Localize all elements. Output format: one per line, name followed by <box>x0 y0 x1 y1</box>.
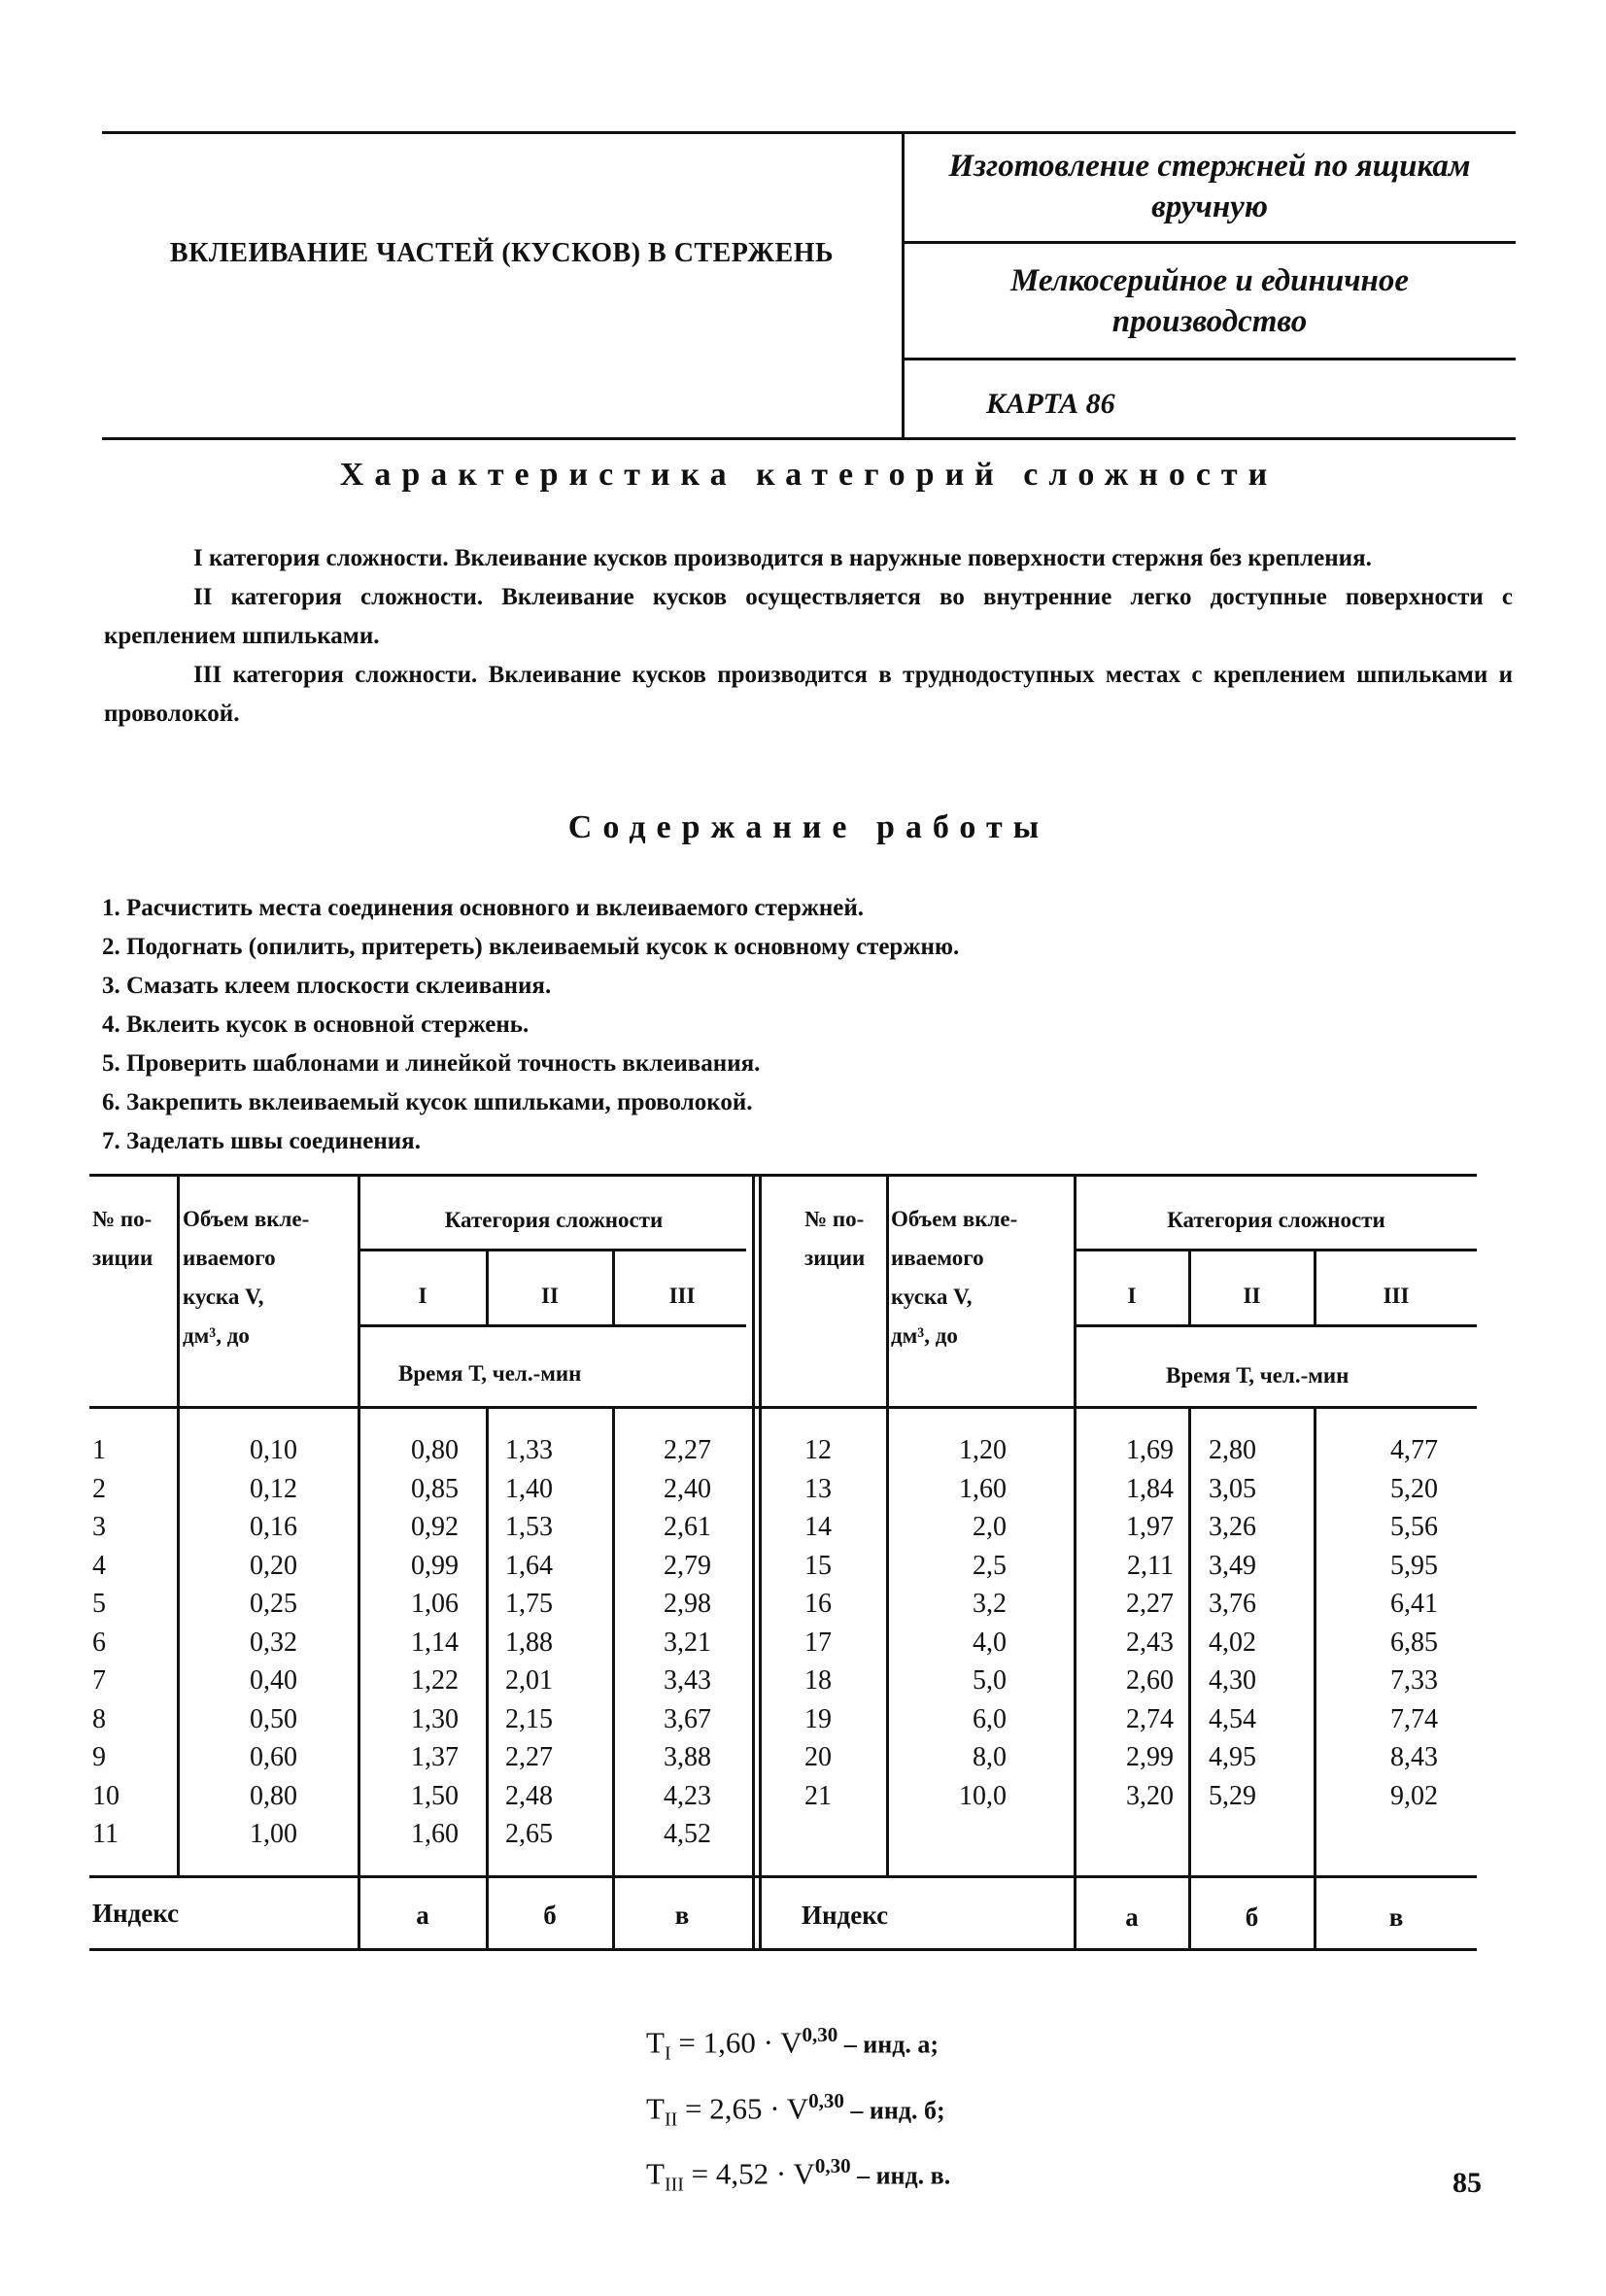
table-cell: 1,20 <box>959 1435 1007 1465</box>
table-cell: 1,50 <box>411 1780 459 1811</box>
table-cell: 1,33 <box>505 1435 553 1465</box>
page-title: ВКЛЕИВАНИЕ ЧАСТЕЙ (КУСКОВ) В СТЕРЖЕНЬ <box>169 238 835 268</box>
table-cell: 0,16 <box>250 1512 297 1542</box>
left-col-time-I <box>361 1431 459 1854</box>
card-number: КАРТА 86 <box>986 388 1115 420</box>
table-cell: 3,05 <box>1209 1473 1256 1504</box>
table-cell: 3,43 <box>664 1665 711 1696</box>
col-header-position-right: № по- зиции <box>804 1207 866 1270</box>
table-cell: 0,20 <box>250 1550 297 1581</box>
table-cell: 8,43 <box>1390 1742 1438 1772</box>
table-cell: 13 <box>804 1473 832 1504</box>
table-cell: 2,65 <box>505 1819 553 1849</box>
table-cell: 8,0 <box>973 1742 1007 1772</box>
index-c-left: в <box>674 1901 690 1930</box>
table-cell: 15 <box>804 1550 832 1581</box>
table-cell: 1,22 <box>411 1665 459 1696</box>
production-line-2: производство <box>1111 304 1308 339</box>
complexity-heading: Характеристика категорий сложности <box>339 457 1279 493</box>
table-cell: 1,64 <box>505 1550 553 1581</box>
table-cell: 2,5 <box>973 1550 1007 1581</box>
table-cell: 18 <box>804 1665 832 1696</box>
table-cell: 0,99 <box>411 1550 459 1581</box>
table-cell: 4,95 <box>1209 1742 1256 1772</box>
table-cell: 2,0 <box>973 1512 1007 1542</box>
table-cell: 5,95 <box>1390 1550 1438 1581</box>
table-cell: 1,69 <box>1126 1435 1174 1465</box>
table-cell: 0,12 <box>250 1473 297 1504</box>
table-cell: 0,40 <box>250 1665 297 1696</box>
left-col-time-II <box>505 1431 602 1854</box>
formula-III: $T_{III} = 4,52 \cdot V^{0,30}$ – инд. в. <box>646 2154 951 2196</box>
table-cell: 1,60 <box>959 1473 1007 1504</box>
table-cell: 19 <box>804 1703 832 1734</box>
table-cell: 6,0 <box>973 1703 1007 1734</box>
table-cell: 0,92 <box>411 1512 459 1542</box>
work-step: 6. Закрепить вклеиваемый кусок шпильками, проволокой. <box>102 1089 753 1115</box>
table-cell: 3,2 <box>973 1589 1007 1619</box>
production-type <box>904 260 1516 342</box>
table-cell: 4,02 <box>1209 1627 1256 1658</box>
table-cell: 2,11 <box>1127 1550 1174 1581</box>
table-cell: 10 <box>92 1780 120 1811</box>
table-cell: 4,52 <box>664 1819 711 1849</box>
table-cell: 1,75 <box>505 1589 553 1619</box>
table-cell: 5,29 <box>1209 1780 1256 1811</box>
table-cell: 2,79 <box>664 1550 711 1581</box>
table-cell: 0,80 <box>411 1435 459 1465</box>
table-cell: 3,67 <box>664 1703 711 1734</box>
table-cell: 2,01 <box>505 1665 553 1696</box>
work-step: 5. Проверить шаблонами и линейкой точность вклеивания. <box>102 1050 761 1077</box>
table-cell: 3,49 <box>1209 1550 1256 1581</box>
col-header-cat-I-right: I <box>1127 1284 1137 1308</box>
table-cell: 20 <box>804 1742 832 1772</box>
work-step: 4. Вклеить кусок в основной стержень. <box>102 1011 530 1038</box>
table-cell: 2,43 <box>1126 1627 1174 1658</box>
table-cell: 0,25 <box>250 1589 297 1619</box>
table-cell: 6,41 <box>1390 1589 1438 1619</box>
process-line-2: вручную <box>1151 189 1268 224</box>
table-cell: 7,74 <box>1390 1703 1438 1734</box>
table-cell: 3,20 <box>1126 1780 1174 1811</box>
table-cell: 1,60 <box>411 1819 459 1849</box>
table-cell: 2,60 <box>1126 1665 1174 1696</box>
col-header-volume: Объем вкле- иваемого куска V, дм³, до <box>183 1207 310 1348</box>
table-cell: 4,23 <box>664 1780 711 1811</box>
table-cell: 16 <box>804 1589 832 1619</box>
table-cell: 1 <box>92 1435 106 1465</box>
col-header-position: № по- зиции <box>92 1207 154 1270</box>
col-header-cat-II-right: II <box>1243 1284 1261 1308</box>
table-cell: 4,0 <box>973 1627 1007 1658</box>
table-cell: 1,97 <box>1126 1512 1174 1542</box>
table-cell: 7 <box>92 1665 106 1696</box>
table-cell: 0,60 <box>250 1742 297 1772</box>
table-cell: 2,40 <box>664 1473 711 1504</box>
process-title <box>904 146 1516 227</box>
complexity-cat-3: III категория сложности. Вклеивание кусков производится в труднодоступных местах с креплением шпильками и проволокой. <box>104 662 1513 727</box>
index-label-right: Индекс <box>802 1901 889 1930</box>
formula-I: $T_I = 1,60 \cdot V^{0,30}$ – инд. а; <box>646 2023 940 2065</box>
table-cell: 9,02 <box>1390 1780 1438 1811</box>
left-col-time-III <box>614 1431 711 1854</box>
table-cell: 0,50 <box>250 1703 297 1734</box>
table-cell: 2,48 <box>505 1780 553 1811</box>
table-cell: 1,40 <box>505 1473 553 1504</box>
table-cell: 1,37 <box>411 1742 459 1772</box>
table-cell: 5 <box>92 1589 106 1619</box>
col-header-cat-III-right: III <box>1383 1284 1410 1308</box>
col-header-cat-III: III <box>668 1284 696 1308</box>
index-b-right: б <box>1245 1902 1259 1932</box>
table-cell: 6 <box>92 1627 106 1658</box>
table-cell: 21 <box>804 1780 832 1811</box>
formula-II: $T_{II} = 2,65 \cdot V^{0,30}$ – инд. б; <box>646 2088 945 2131</box>
table-cell: 2 <box>92 1473 106 1504</box>
table-cell: 9 <box>92 1742 106 1772</box>
col-header-time: Время Т, чел.-мин <box>398 1361 582 1386</box>
table-cell: 1,84 <box>1126 1473 1174 1504</box>
table-cell: 1,00 <box>250 1819 297 1849</box>
table-cell: 14 <box>804 1512 832 1542</box>
table-cell: 1,88 <box>505 1627 553 1658</box>
table-cell: 8 <box>92 1703 106 1734</box>
work-steps <box>102 889 1511 1161</box>
work-step: 3. Смазать клеем плоскости склеивания. <box>102 973 552 999</box>
right-col-time-II <box>1209 1431 1306 1815</box>
table-cell: 4,54 <box>1209 1703 1256 1734</box>
col-header-category-right: Категория сложности <box>1167 1208 1385 1232</box>
table-cell: 2,99 <box>1126 1742 1174 1772</box>
table-cell: 4,77 <box>1390 1435 1438 1465</box>
index-c-right: в <box>1388 1902 1404 1932</box>
table-cell: 1,06 <box>411 1589 459 1619</box>
right-col-volume <box>890 1431 1007 1815</box>
table-cell: 12 <box>804 1435 832 1465</box>
table-cell: 5,0 <box>973 1665 1007 1696</box>
page-number: 85 <box>1452 2167 1482 2199</box>
table-cell: 1,53 <box>505 1512 553 1542</box>
table-cell: 5,56 <box>1390 1512 1438 1542</box>
table-cell: 2,61 <box>664 1512 711 1542</box>
formulas <box>646 2011 950 2209</box>
table-cell: 2,74 <box>1126 1703 1174 1734</box>
right-col-time-I <box>1076 1431 1174 1815</box>
work-step: 1. Расчистить места соединения основного и вклеиваемого стержней. <box>102 895 865 921</box>
table-cell: 2,27 <box>664 1435 711 1465</box>
col-header-category: Категория сложности <box>444 1208 664 1232</box>
table-cell: 2,27 <box>505 1742 553 1772</box>
col-header-cat-II: II <box>541 1284 559 1308</box>
work-heading: Содержание работы <box>567 809 1050 845</box>
table-cell: 0,10 <box>250 1435 297 1465</box>
left-col-position <box>92 1431 170 1854</box>
table-cell: 0,85 <box>411 1473 459 1504</box>
col-header-time-right: Время Т, чел.-мин <box>1166 1363 1350 1388</box>
table-cell: 2,27 <box>1126 1589 1174 1619</box>
index-a-right: а <box>1125 1902 1139 1932</box>
table-cell: 10,0 <box>959 1780 1007 1811</box>
table-cell: 11 <box>92 1819 119 1849</box>
complexity-cat-1: I категория сложности. Вклеивание кусков производится в наружные поверхности стержня без крепления. <box>193 545 1372 571</box>
table-cell: 3,26 <box>1209 1512 1256 1542</box>
table-cell: 3,76 <box>1209 1589 1256 1619</box>
table-cell: 3 <box>92 1512 106 1542</box>
table-cell: 17 <box>804 1627 832 1658</box>
left-col-volume <box>181 1431 297 1854</box>
table-cell: 0,32 <box>250 1627 297 1658</box>
index-a-left: а <box>416 1901 429 1930</box>
col-header-volume-right: Объем вкле- иваемого куска V, дм³, до <box>891 1207 1018 1348</box>
right-col-position <box>804 1431 872 1815</box>
table-cell: 3,21 <box>664 1627 711 1658</box>
index-b-left: б <box>543 1901 557 1930</box>
complexity-cat-2: II категория сложности. Вклеивание кусков осуществляется во внутренние легко доступные поверхности с креплением шпильками. <box>104 584 1513 649</box>
table-cell: 0,80 <box>250 1780 297 1811</box>
table-cell: 1,14 <box>411 1627 459 1658</box>
table-cell: 6,85 <box>1390 1627 1438 1658</box>
process-line-1: Изготовление стержней по ящикам <box>948 149 1471 184</box>
right-col-time-III <box>1341 1431 1438 1815</box>
table-cell: 7,33 <box>1390 1665 1438 1696</box>
table-cell: 2,98 <box>664 1589 711 1619</box>
index-label-left: Индекс <box>92 1899 180 1928</box>
table-cell: 5,20 <box>1390 1473 1438 1504</box>
table-cell: 4,30 <box>1209 1665 1256 1696</box>
table-cell: 1,30 <box>411 1703 459 1734</box>
complexity-descriptions <box>104 539 1513 734</box>
work-step: 2. Подогнать (опилить, притереть) вклеиваемый кусок к основному стержню. <box>102 934 960 960</box>
production-line-1: Мелкосерийное и единичное <box>1009 263 1409 298</box>
table-cell: 2,80 <box>1209 1435 1256 1465</box>
table-cell: 2,15 <box>505 1703 553 1734</box>
work-step: 7. Заделать швы соединения. <box>102 1128 421 1154</box>
table-cell: 4 <box>92 1550 106 1581</box>
col-header-cat-I: I <box>418 1284 427 1308</box>
table-cell: 3,88 <box>664 1742 711 1772</box>
